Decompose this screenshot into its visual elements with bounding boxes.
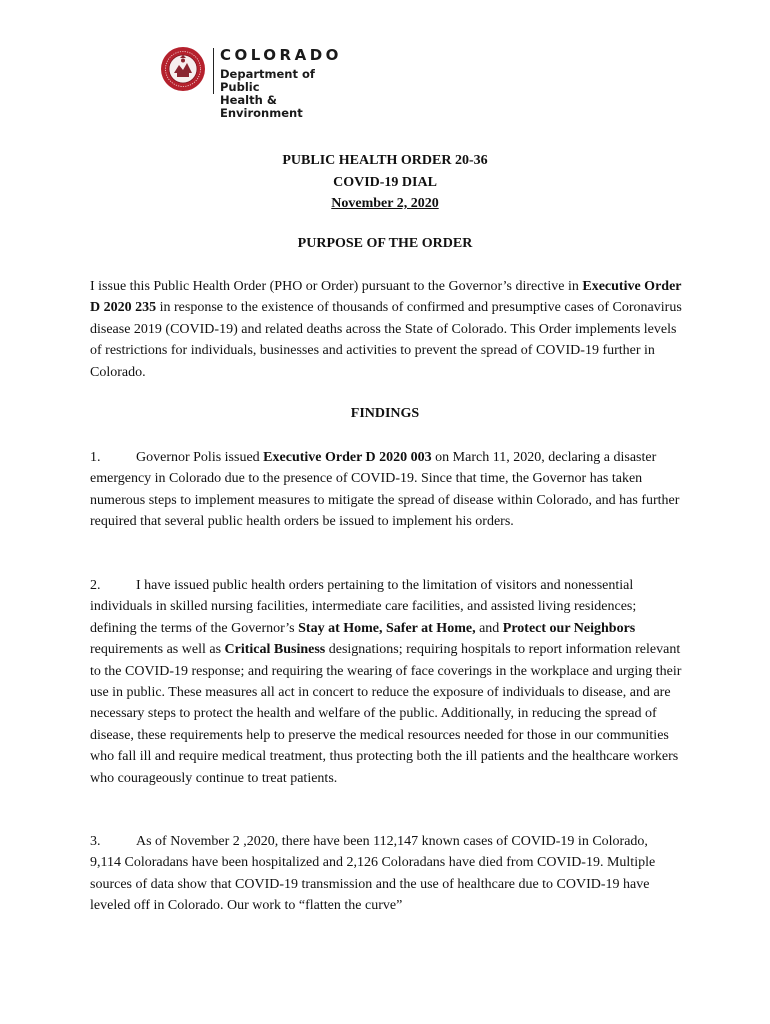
finding-number: 3. xyxy=(90,834,101,849)
order-date: November 2, 2020 xyxy=(331,196,439,211)
colorado-state-seal-icon xyxy=(160,46,206,92)
critical-business-term: Critical Business xyxy=(224,642,326,658)
finding-number: 2. xyxy=(90,578,101,593)
department-logo xyxy=(160,44,350,120)
order-subtitle: COVID-19 DIAL xyxy=(333,174,437,190)
finding-item-3 xyxy=(90,831,682,917)
department-name-line2: Health & Environment xyxy=(220,93,303,120)
department-name-line1: Department of Public xyxy=(220,67,315,94)
purpose-paragraph xyxy=(90,276,682,383)
state-name: COLORADO xyxy=(220,46,342,64)
protect-neighbors-term: Protect our Neighbors xyxy=(502,620,636,636)
executive-order-reference: Executive Order D 2020 003 xyxy=(263,450,432,465)
finding-text: designations; requiring hospitals to report information relevant to the COVID-19 response; and requiring the wearing of face coverings in the workplace and urging their use in public. These measures all act in concert to reduce the exposure of individuals to disease, and are necessary steps to protect the health and welfare of the public. Additionally, in reducing the spread of disease, these requirements help to preserve the medical resources needed for those in our communities who fall ill and require medical treatment, thus protecting both the ill patients and the healthcare workers who courageously continue to treat patients. xyxy=(90,642,682,786)
finding-item-1 xyxy=(90,447,682,533)
purpose-heading: PURPOSE OF THE ORDER xyxy=(297,236,473,251)
executive-order-reference: Executive Order D 2020 235 xyxy=(90,279,682,316)
logo-text xyxy=(220,46,350,120)
finding-text: I have issued public health orders pertaining to the limitation of visitors and nonessential individuals in skilled nursing facilities, intermediate care facilities, and assisted living residences; defining the terms of the Governor’s xyxy=(90,578,637,636)
finding-text: and xyxy=(475,620,503,636)
order-title-block xyxy=(0,150,770,215)
finding-text: Governor Polis issued xyxy=(136,450,264,465)
purpose-text-a: I issue this Public Health Order (PHO or Order) pursuant to the Governor’s directive in xyxy=(90,279,583,294)
purpose-text-b: in response to the existence of thousands of confirmed and presumptive cases of Coronavirus disease 2019 (COVID-19) and related deaths across the State of Colorado. This Order implements levels of restrictions for individuals, businesses and activities to prevent the spread of COVID-19 further in Colorado. xyxy=(90,300,682,380)
findings-heading: FINDINGS xyxy=(350,406,420,421)
order-title: PUBLIC HEALTH ORDER 20-36 xyxy=(282,153,488,168)
finding-text: As of November 2 ,2020, there have been 112,147 known cases of COVID-19 in Colorado, 9,114 Coloradans have been hospitalized and 2,126 Coloradans have died from COVID-19. Multiple sources of data show that COVID-19 transmission and the use of healthcare due to COVID-19 have leveled off in Colorado. Our work to “flatten the curve” xyxy=(90,834,656,914)
logo-divider xyxy=(213,48,214,94)
finding-number: 1. xyxy=(90,450,101,465)
finding-item-2 xyxy=(90,575,682,789)
finding-text: on March 11, 2020, declaring a disaster emergency in Colorado due to the presence of COVID-19. Since that time, the Governor has taken numerous steps to implement measures to mitigate the spread of disease within Colorado, and has further required that several public health orders be issued to implement his orders. xyxy=(90,450,680,530)
stay-at-home-term: Stay at Home, Safer at Home, xyxy=(298,620,476,636)
finding-text: requirements as well as xyxy=(90,642,225,658)
